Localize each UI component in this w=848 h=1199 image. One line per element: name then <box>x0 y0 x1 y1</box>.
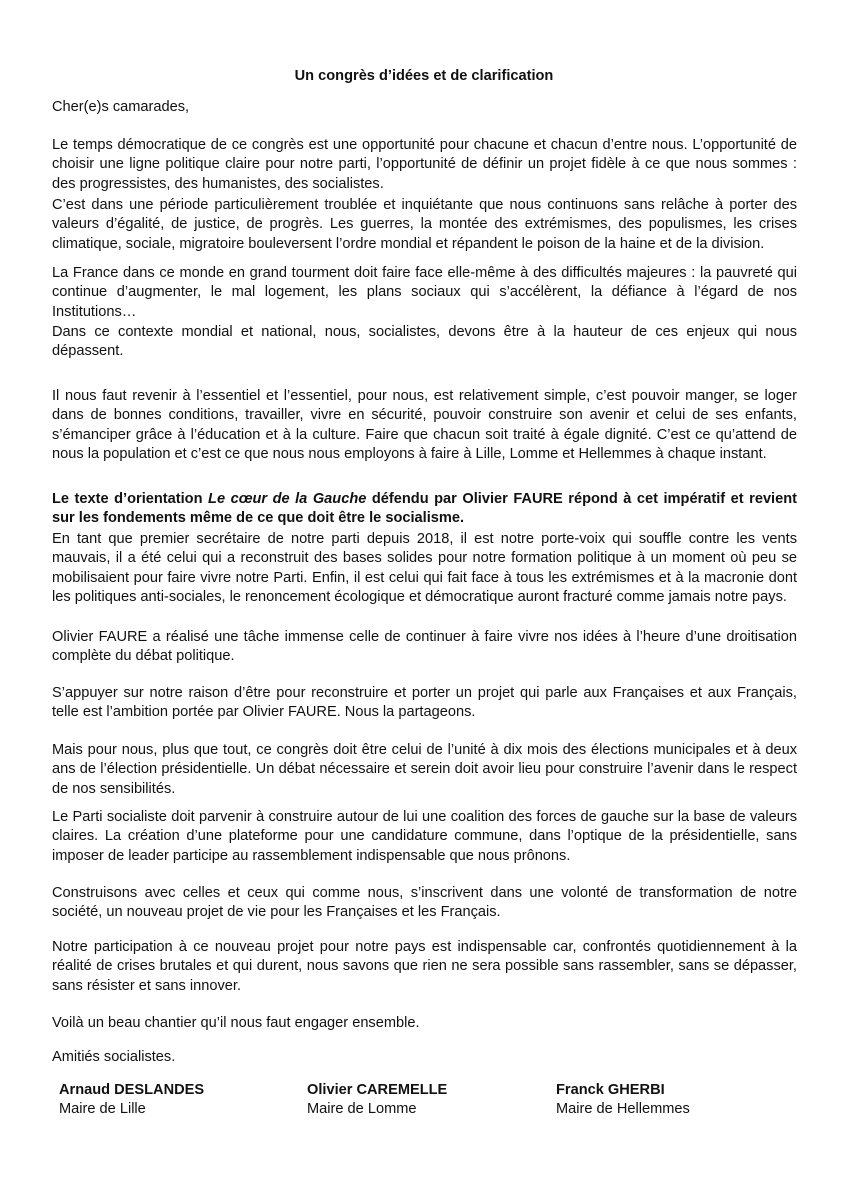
signature-block-3 <box>556 1081 690 1120</box>
paragraph-12: Construisons avec celles et ceux qui comme nous, s’inscrivent dans une volonté de transformation de notre société, un nouveau projet de vie pour les Françaises et les Français. <box>52 885 797 921</box>
signatory-role: Maire de Lomme <box>307 1101 417 1118</box>
signatory-name: Arnaud DESLANDES <box>59 1082 205 1098</box>
paragraph-9: S’appuyer sur notre raison d’être pour reconstruire et porter un projet qui parle aux Françaises et aux Français, telle est l’ambition portée par Olivier FAURE. Nous la partageons. <box>52 685 797 721</box>
paragraph-2: C’est dans une période particulièrement troublée et inquiétante que nous continuons sans relâche à porter des valeurs d’égalité, de justice, de progrès. Les guerres, la montée des extrémismes, des populismes, les crises climatique, sociale, migratoire bouleversent l’ordre mondial et répandent le poison de la haine et de la division. <box>52 197 797 252</box>
signature-block-2 <box>307 1081 447 1120</box>
signatory-role: Maire de Lille <box>59 1101 146 1118</box>
paragraph-1: Le temps démocratique de ce congrès est une opportunité pour chacune et chacun d’entre nous. L’opportunité de choisir une ligne politique claire pour notre parti, l’opportunité de définir un projet fidèle à ce que nous sommes : des progressistes, des humanistes, des socialistes. <box>52 137 797 192</box>
paragraph-10: Mais pour nous, plus que tout, ce congrès doit être celui de l’unité à dix mois des élections municipales et à deux ans de l’élection présidentielle. Un débat nécessaire et serein doit avoir lieu pour construire l’avenir dans le respect de nos sensibilités. <box>52 742 797 797</box>
salutation: Cher(e)s camarades, <box>52 99 190 115</box>
signatory-name: Olivier CAREMELLE <box>307 1082 448 1098</box>
paragraph-13: Notre participation à ce nouveau projet pour notre pays est indispensable car, confrontés quotidiennement à la réalité de crises brutales et qui durent, nous savons que rien ne sera possible sans rassembler, sans se dépasser, sans résister et sans innover. <box>52 939 797 994</box>
signature-block-1 <box>59 1081 204 1120</box>
signatory-name: Franck GHERBI <box>556 1082 665 1098</box>
paragraph-7: En tant que premier secrétaire de notre parti depuis 2018, il est notre porte-voix qui souffle contre les vents mauvais, il a été celui qui a reconstruit des bases solides pour notre formation politique à un moment où peu se mobilisaient pour faire vivre notre Parti. Enfin, il est celui qui fait face à tous les extrémismes et à la macronie dont les politiques anti-sociales, le renoncement écologique et démocratique auront fracturé comme jamais notre pays. <box>52 531 797 606</box>
paragraph-14: Voilà un beau chantier qu’il nous faut engager ensemble. <box>52 1015 420 1031</box>
orientation-text-title: Le cœur de la Gauche <box>208 491 367 507</box>
paragraph-6-before: Le texte d’orientation <box>52 491 209 507</box>
paragraph-11: Le Parti socialiste doit parvenir à construire autour de lui une coalition des forces de gauche sur la base de valeurs claires. La création d’une plateforme pour une candidature commune, dans l’optique de la présidentielle, sans imposer de leader participe au rassemblement indispensable que nous prônons. <box>52 809 797 864</box>
paragraph-6-orientation <box>52 490 797 529</box>
paragraph-8: Olivier FAURE a réalisé une tâche immense celle de continuer à faire vivre nos idées à l’heure d’une droitisation complète du débat politique. <box>52 629 797 665</box>
paragraph-3: La France dans ce monde en grand tourment doit faire face elle-même à des difficultés majeures : la pauvreté qui continue d’augmenter, le mal logement, les plans sociaux qui s’accélèrent, la défiance à l’égard de nos Institutions… <box>52 265 797 320</box>
paragraph-6-after: défendu par Olivier FAURE répond à cet impératif et revient sur les fondements même de ce que doit être le socialisme. <box>52 491 798 527</box>
document-title: Un congrès d’idées et de clarification <box>294 68 554 84</box>
closing: Amitiés socialistes. <box>52 1049 176 1065</box>
paragraph-4: Dans ce contexte mondial et national, nous, socialistes, devons être à la hauteur de ces enjeux qui nous dépassent. <box>52 324 797 360</box>
paragraph-5: Il nous faut revenir à l’essentiel et l’essentiel, pour nous, est relativement simple, c’est pouvoir manger, se loger dans de bonnes conditions, travailler, vivre en sécurité, pouvoir construire son avenir et celui de ses enfants, s’émanciper grâce à l’éducation et à la culture. Faire que chacun soit traité à égale dignité. C’est ce qu’attend de nous la population et c’est ce que nous nous employons à faire à Lille, Lomme et Hellemmes à chaque instant. <box>52 388 797 463</box>
signatory-role: Maire de Hellemmes <box>556 1101 690 1118</box>
